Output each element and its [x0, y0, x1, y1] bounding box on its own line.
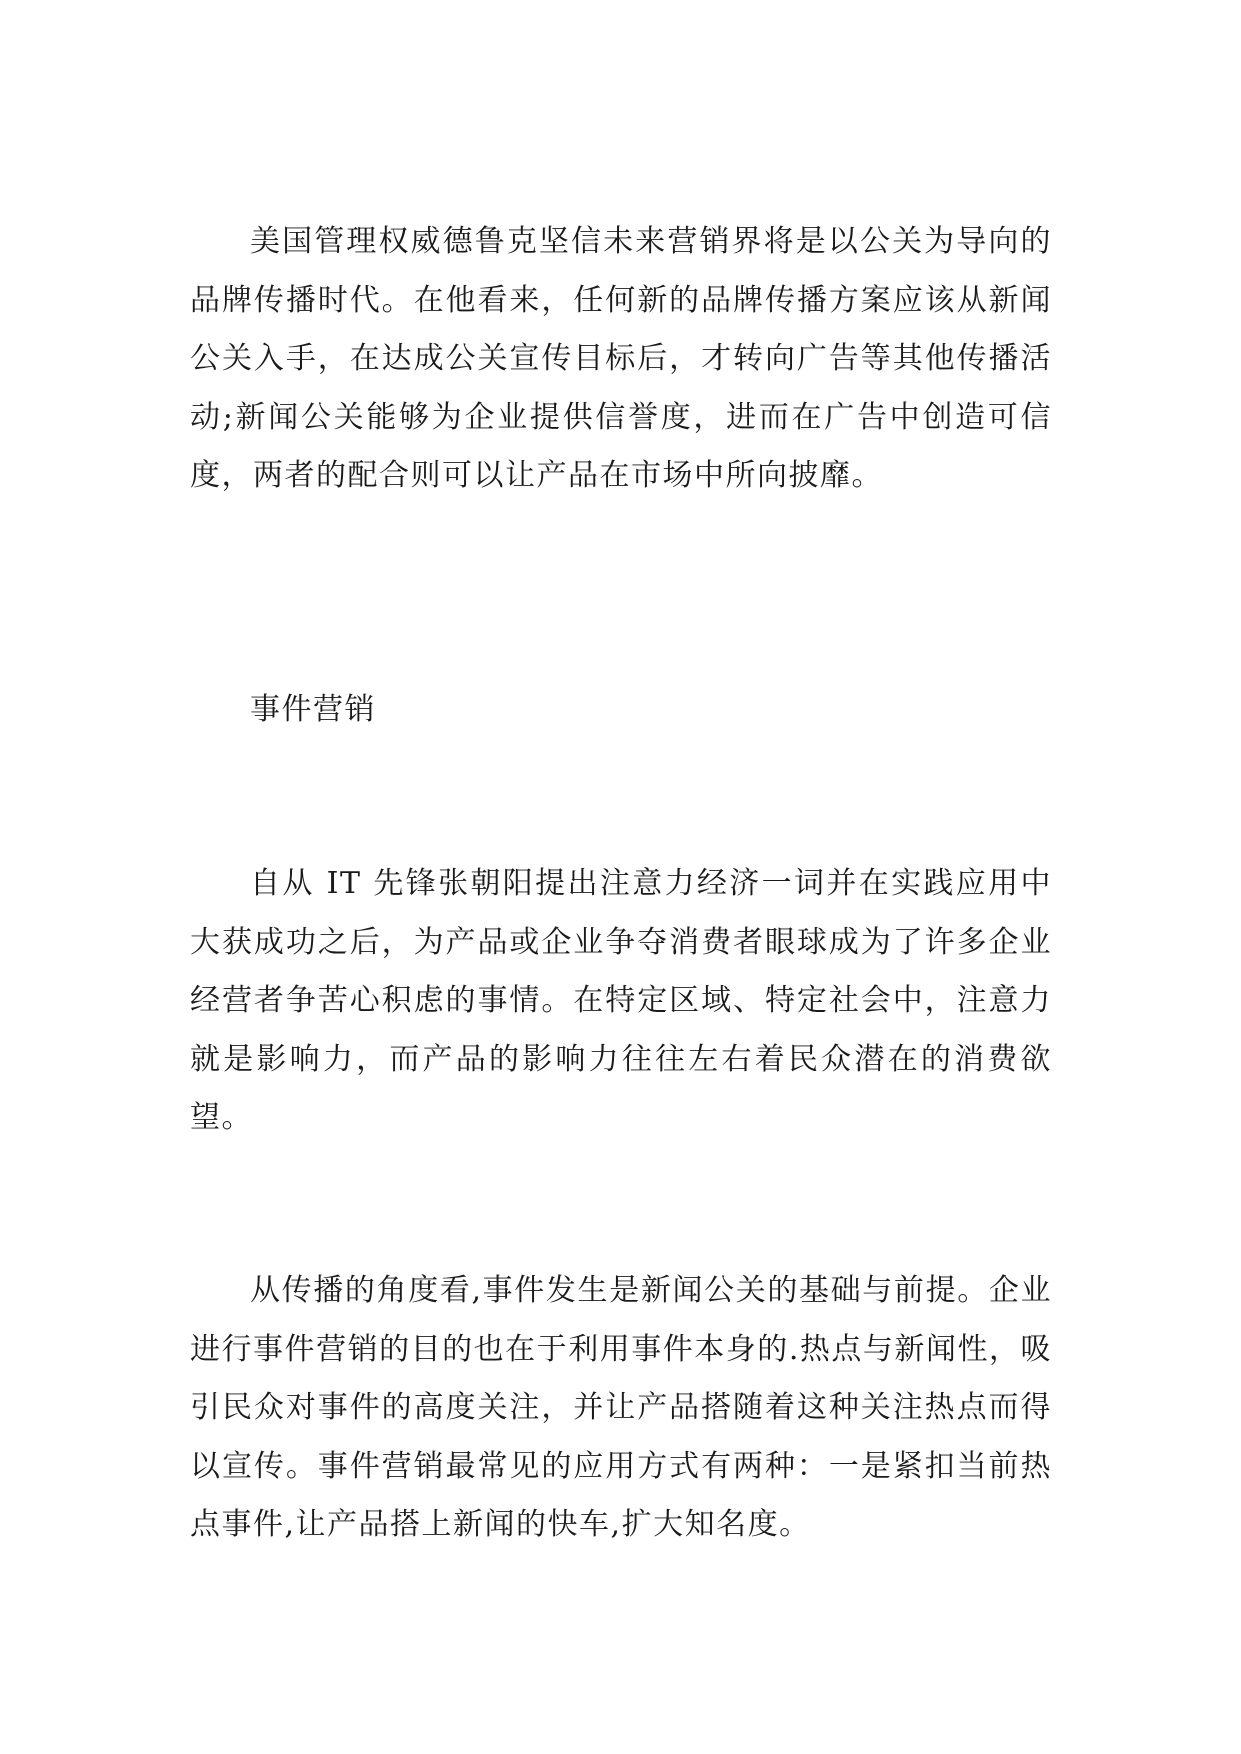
paragraph-pr-intro: 美国管理权威德鲁克坚信未来营销界将是以公关为导向的品牌传播时代。在他看来，任何新的品牌传播方案应该从新闻公关入手，在达成公关宣传目标后，才转向广告等其他传播活动;新闻公关能够为企业提供信誉度，进而在广告中创造可信度，两者的配合则可以让产品在市场中所向披靡。 [190, 224, 1052, 493]
paragraph-attention-economy: 自从 IT 先锋张朝阳提出注意力经济一词并在实践应用中大获成功之后，为产品或企业争夺消费者眼球成为了许多企业经营者争苦心积虑的事情。在特定区域、特定社会中，注意力就是影响力，而产品的影响力往往左右着民众潜在的消费欲望。 [190, 866, 1052, 1135]
section-heading-event-marketing: 事件营销 [250, 692, 376, 727]
paragraph-event-marketing-usage: 从传播的角度看,事件发生是新闻公关的基础与前提。企业进行事件营销的目的也在于利用事件本身的.热点与新闻性，吸引民众对事件的高度关注，并让产品搭随着这种关注热点而得以宣传。事件营销最常见的应用方式有两种：一是紧扣当前热点事件,让产品搭上新闻的快车,扩大知名度。 [190, 1273, 1052, 1542]
